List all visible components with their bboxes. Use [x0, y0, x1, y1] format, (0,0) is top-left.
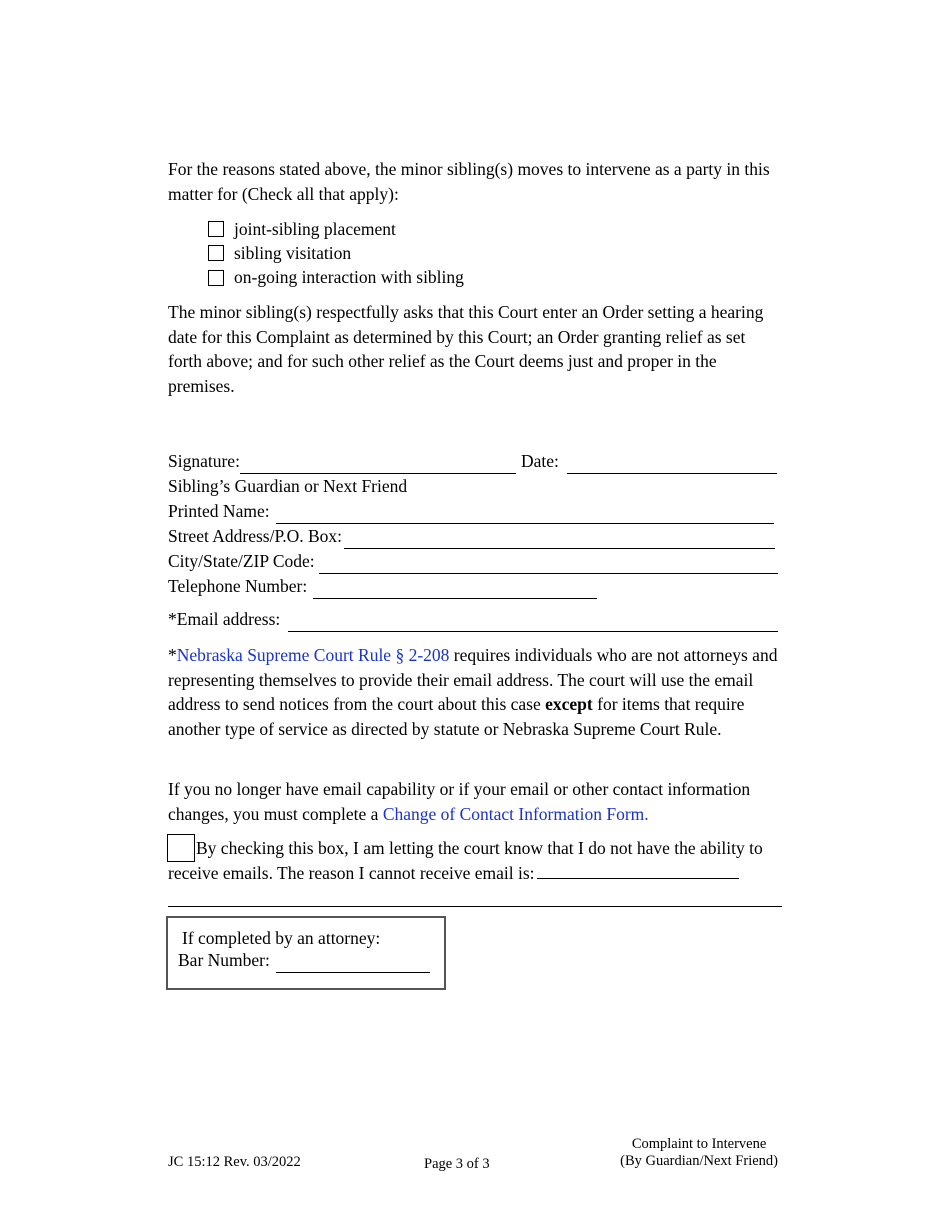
- reason-line[interactable]: [537, 864, 739, 879]
- checkbox[interactable]: [208, 245, 224, 261]
- city-label: City/State/ZIP Code:: [168, 551, 315, 572]
- email-row: [168, 608, 778, 632]
- asterisk: *: [168, 645, 177, 665]
- note-text-b: for items that require another type of service as directed by statute or Nebraska Supreme Court Rule.: [168, 694, 745, 739]
- option-joint-sibling-placement[interactable]: [208, 217, 464, 241]
- attorney-heading: If completed by an attorney:: [182, 928, 381, 948]
- no-email-statement: By checking this box, I am letting the court know that I do not have the ability to receive emails. The reason I cannot receive email is:: [168, 838, 763, 883]
- date-line[interactable]: [567, 455, 777, 474]
- option-label: sibling visitation: [234, 243, 352, 264]
- option-sibling-visitation[interactable]: [208, 241, 464, 265]
- printed-name-line[interactable]: [276, 505, 774, 524]
- bar-number-row: [178, 949, 430, 973]
- bar-number-label: Bar Number:: [178, 950, 270, 971]
- signature-line[interactable]: [240, 455, 516, 474]
- email-rule-note: [168, 643, 790, 741]
- reason-line-2[interactable]: [168, 906, 782, 907]
- telephone-line[interactable]: [313, 580, 597, 599]
- note-text-a: requires individuals who are not attorneys and representing themselves to provide their email address. The court will use the email address to send notices from the court about this case: [168, 645, 778, 715]
- page-number: Page 3 of 3: [424, 1156, 490, 1172]
- street-row: [168, 525, 775, 549]
- contact-text: If you no longer have email capability or if your email or other contact information changes, you must complete a: [168, 779, 751, 824]
- checkbox[interactable]: [208, 221, 224, 237]
- telephone-row: [168, 575, 597, 599]
- bar-number-line[interactable]: [276, 954, 430, 973]
- signature-row: [168, 450, 777, 474]
- form-title-line2: (By Guardian/Next Friend): [620, 1153, 778, 1169]
- guardian-role: Sibling’s Guardian or Next Friend: [168, 476, 408, 497]
- note-emphasis: except: [545, 694, 593, 715]
- email-line[interactable]: [288, 613, 778, 632]
- form-title: [620, 1136, 778, 1170]
- nebraska-rule-link[interactable]: Nebraska Supreme Court Rule § 2-208: [176, 645, 450, 665]
- form-id: JC 15:12 Rev. 03/2022: [168, 1154, 301, 1170]
- option-label: joint-sibling placement: [234, 218, 396, 239]
- form-title-line1: Complaint to Intervene: [631, 1136, 767, 1152]
- option-ongoing-interaction[interactable]: [208, 266, 464, 290]
- street-label: Street Address/P.O. Box:: [168, 526, 343, 547]
- city-line[interactable]: [319, 555, 778, 574]
- email-label: *Email address:: [168, 609, 281, 630]
- intro-paragraph: For the reasons stated above, the minor sibling(s) moves to intervene as a party in this matter for (Check all that apply):: [168, 159, 770, 204]
- no-email-text: [168, 836, 790, 885]
- relief-options: [208, 217, 464, 290]
- street-line[interactable]: [344, 530, 775, 549]
- telephone-label: Telephone Number:: [168, 576, 308, 597]
- signature-label: Signature:: [168, 451, 240, 472]
- date-label: Date:: [520, 451, 559, 472]
- contact-form-link[interactable]: Change of Contact Information Form.: [382, 803, 649, 824]
- option-label: on-going interaction with sibling: [234, 267, 464, 288]
- request-paragraph: The minor sibling(s) respectfully asks that this Court enter an Order setting a hearing date for this Complaint as determined by this Court; an Order granting relief as set forth above; and for such other relief as the Court deems just and proper in the premises.: [168, 302, 764, 396]
- checkbox[interactable]: [208, 270, 224, 286]
- attorney-box: [166, 916, 446, 990]
- printed-name-row: [168, 500, 774, 524]
- city-row: [168, 550, 778, 574]
- printed-name-label: Printed Name:: [168, 501, 270, 522]
- contact-change-note: [168, 777, 788, 826]
